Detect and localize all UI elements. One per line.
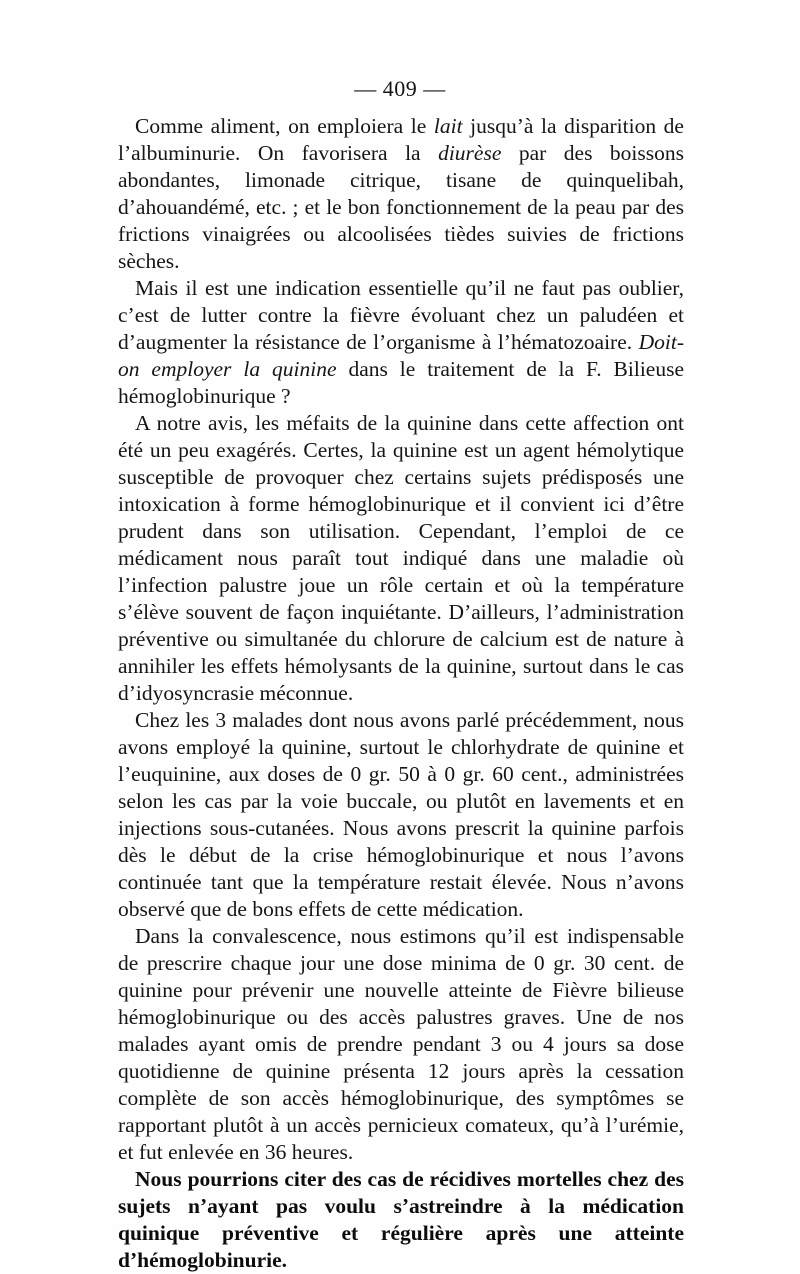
italic-text: Doit-on employer la quinine [118,330,684,381]
text-segment: Comme aliment, on emploiera le [135,114,434,138]
paragraph [118,923,684,1166]
text-segment: jusqu’à la disparition de l’albuminurie. On favorisera la [118,114,684,165]
text-segment: Chez les 3 malades dont nous avons parlé précédemment, nous avons employé la quinine, surtout le chlorhydrate de quinine et l’euquinine, aux doses de 0 gr. 50 à 0 gr. 60 cent., administrées selon les cas par la voie buccale, ou plutôt en lavements et en injections sous-cutanées. Nous avons prescrit la quinine parfois dès le début de la crise hémoglobinurique et nous l’avons continuée tant que la température restait élevée. Nous n’avons observé que de bons effets de cette médication. [118,708,684,921]
italic-text: lait [433,114,463,138]
text-segment: Mais il est une indication essentielle qu’il ne faut pas oublier, c’est de lutter contre la fièvre évoluant chez un paludéen et d’augmenter la résistance de l’organisme à l’hématozoaire. [118,276,684,354]
paragraph [118,1166,684,1274]
paragraph [118,113,684,275]
text-segment: par des boissons abondantes, limonade citrique, tisane de quinquelibah, d’ahouandémé, etc. ; et le bon fonctionnement de la peau par des frictions vinaigrées ou alcoolisées tièdes suivies de frictions sèches. [118,141,685,273]
text-segment: Dans la convalescence, nous estimons qu’il est indispensable de prescrire chaque jour une dose minima de 0 gr. 30 cent. de quinine pour prévenir une nouvelle atteinte de Fièvre bilieuse hémoglobinurique ou des accès palustres graves. Une de nos malades ayant omis de prendre pendant 3 ou 4 jours sa dose quotidienne de quinine présenta 12 jours après la cessation complète de son accès hémoglobinurique, des symptômes se rapportant plutôt à un accès pernicieux comateux, qu’à l’urémie, et fut enlevée en 36 heures. [118,924,684,1164]
paragraph [118,275,684,410]
italic-text: diurèse [438,141,502,165]
paragraph [118,707,684,923]
page-number: — 409 — [354,76,446,101]
body-text [118,113,684,1274]
text-segment: dans le traitement de la F. Bilieuse hémoglobinurique ? [118,357,684,408]
paragraph [118,410,684,707]
text-segment: A notre avis, les méfaits de la quinine dans cette affection ont été un peu exagérés. Certes, la quinine est un agent hémolytique susceptible de provoquer chez certains sujets prédisposés une intoxication à forme hémoglobinurique et il convient ici d’être prudent dans son utilisation. Cependant, l’emploi de ce médicament nous paraît tout indiqué dans une maladie où l’infection palustre joue un rôle certain et où la température s’élève souvent de façon inquiétante. D’ailleurs, l’administration préventive ou simultanée du chlorure de calcium est de nature à annihiler les effets hémolysants de la quinine, surtout dans le cas d’idyosyncrasie méconnue. [118,411,684,705]
text-segment: Nous pourrions citer des cas de récidives mortelles chez des sujets n’ayant pas voulu s’astreindre à la médication quinique préventive et régulière après une atteinte d’hémoglobinurie. [118,1167,684,1272]
